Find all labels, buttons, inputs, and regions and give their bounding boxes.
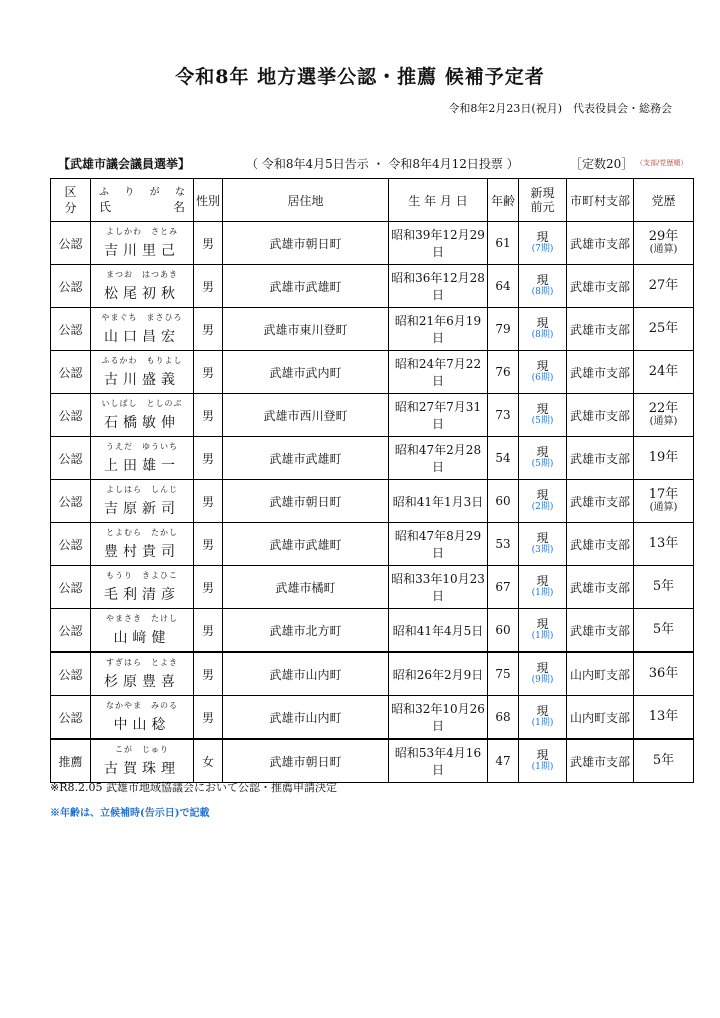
row-status-cell — [519, 609, 567, 653]
table-row — [51, 609, 694, 653]
row-name-cell — [91, 739, 194, 783]
header-address: 居住地 — [223, 179, 389, 222]
row-history: 24年 — [648, 364, 679, 379]
row-history-note: (通算) — [649, 502, 678, 513]
row-address: 武雄市朝日町 — [223, 480, 389, 523]
row-term: (1期) — [531, 762, 554, 772]
row-age: 61 — [488, 222, 519, 265]
row-name: 吉川里己 — [104, 243, 180, 259]
row-sex: 男 — [194, 652, 223, 696]
row-sex: 男 — [194, 351, 223, 394]
row-furigana: もうり きよひこ — [106, 571, 178, 580]
row-status: 現 — [536, 617, 549, 631]
row-furigana: まつお はつあき — [106, 270, 178, 279]
row-status: 現 — [536, 661, 549, 675]
age-note: ※年齢は、立候補時(告示日)で記載 — [50, 808, 210, 819]
row-name: 石橋敏伸 — [104, 415, 180, 431]
row-branch: 武雄市支部 — [567, 437, 634, 480]
row-term: (1期) — [531, 718, 554, 728]
meeting-subtitle: 令和8年2月23日(祝月) 代表役員会・総務会 — [448, 102, 672, 115]
row-kubun: 公認 — [51, 609, 91, 653]
row-branch: 武雄市支部 — [567, 351, 634, 394]
row-dob: 昭和33年10月23日 — [389, 566, 488, 609]
row-name-cell — [91, 265, 194, 308]
row-name: 山﨑健 — [113, 630, 171, 646]
row-status: 現 — [536, 488, 549, 502]
table-row — [51, 566, 694, 609]
row-status-cell — [519, 652, 567, 696]
row-history: 17年 — [648, 487, 679, 502]
table-row — [51, 222, 694, 265]
row-branch: 武雄市支部 — [567, 609, 634, 653]
row-branch: 武雄市支部 — [567, 308, 634, 351]
row-status-cell — [519, 566, 567, 609]
candidate-table — [50, 178, 694, 783]
row-address: 武雄市東川登町 — [223, 308, 389, 351]
row-kubun: 公認 — [51, 523, 91, 566]
row-address: 武雄市山内町 — [223, 696, 389, 740]
row-name: 中山稔 — [113, 717, 171, 733]
row-status-cell — [519, 696, 567, 740]
row-sex: 男 — [194, 437, 223, 480]
row-address: 武雄市朝日町 — [223, 222, 389, 265]
row-term: (1期) — [531, 631, 554, 641]
row-sex: 男 — [194, 523, 223, 566]
row-age: 54 — [488, 437, 519, 480]
row-branch: 武雄市支部 — [567, 394, 634, 437]
row-name-cell — [91, 696, 194, 740]
row-status: 現 — [536, 748, 549, 762]
header-age: 年齢 — [488, 179, 519, 222]
row-status-cell — [519, 265, 567, 308]
row-dob: 昭和41年4月5日 — [389, 609, 488, 653]
row-branch: 武雄市支部 — [567, 265, 634, 308]
row-furigana: ふるかわ もりよし — [101, 356, 183, 365]
row-kubun: 公認 — [51, 696, 91, 740]
row-dob: 昭和47年8月29日 — [389, 523, 488, 566]
row-sex: 男 — [194, 609, 223, 653]
row-age: 47 — [488, 739, 519, 783]
row-term: (1期) — [531, 588, 554, 598]
row-sex: 男 — [194, 394, 223, 437]
row-sex: 男 — [194, 696, 223, 740]
row-history-cell — [634, 437, 694, 480]
row-kubun: 公認 — [51, 652, 91, 696]
row-history: 27年 — [648, 278, 679, 293]
row-age: 73 — [488, 394, 519, 437]
row-age: 53 — [488, 523, 519, 566]
row-dob: 昭和24年7月22日 — [389, 351, 488, 394]
row-kubun: 公認 — [51, 566, 91, 609]
row-furigana: すぎはら とよき — [106, 658, 178, 667]
table-row — [51, 696, 694, 740]
row-furigana: うえだ ゆういち — [106, 442, 178, 451]
row-branch: 武雄市支部 — [567, 739, 634, 783]
row-name-cell — [91, 566, 194, 609]
table-header-row — [51, 179, 694, 222]
row-status: 現 — [536, 273, 549, 287]
row-age: 60 — [488, 609, 519, 653]
header-name-label: 氏 名 — [99, 200, 185, 214]
row-furigana: なかやま みのる — [106, 701, 178, 710]
row-history: 25年 — [648, 321, 679, 336]
row-name: 上田雄一 — [104, 458, 180, 474]
row-history-cell — [634, 394, 694, 437]
row-name: 松尾初秋 — [104, 286, 180, 302]
row-address: 武雄市西川登町 — [223, 394, 389, 437]
row-dob: 昭和21年6月19日 — [389, 308, 488, 351]
row-status: 現 — [536, 359, 549, 373]
row-branch: 山内町支部 — [567, 652, 634, 696]
row-status: 現 — [536, 704, 549, 718]
header-dob: 生 年 月 日 — [389, 179, 488, 222]
row-age: 67 — [488, 566, 519, 609]
row-name-cell — [91, 222, 194, 265]
row-status-cell — [519, 222, 567, 265]
row-term: (8期) — [531, 287, 554, 297]
row-furigana: とよむら たかし — [106, 528, 178, 537]
table-row — [51, 480, 694, 523]
row-status: 現 — [536, 230, 549, 244]
row-name: 吉原新司 — [104, 501, 180, 517]
row-history-note: (通算) — [649, 416, 678, 427]
row-history-cell — [634, 652, 694, 696]
election-name: 【武雄市議会議員選挙】 — [58, 157, 191, 171]
row-age: 79 — [488, 308, 519, 351]
quota-note: （支部/党歴順） — [636, 159, 688, 167]
row-history: 5年 — [652, 622, 675, 637]
row-status-cell — [519, 480, 567, 523]
row-name-cell — [91, 308, 194, 351]
row-history: 29年 — [648, 229, 679, 244]
row-age: 76 — [488, 351, 519, 394]
row-name-cell — [91, 394, 194, 437]
row-history: 36年 — [648, 666, 679, 681]
row-address: 武雄市橘町 — [223, 566, 389, 609]
row-sex: 男 — [194, 222, 223, 265]
row-furigana: よしかわ さとみ — [106, 227, 178, 236]
row-kubun: 推薦 — [51, 739, 91, 783]
row-name: 杉原豊喜 — [104, 674, 180, 690]
row-branch: 武雄市支部 — [567, 566, 634, 609]
row-status-cell — [519, 739, 567, 783]
row-sex: 女 — [194, 739, 223, 783]
row-dob: 昭和36年12月28日 — [389, 265, 488, 308]
row-name-cell — [91, 437, 194, 480]
row-branch: 武雄市支部 — [567, 480, 634, 523]
row-history-cell — [634, 696, 694, 740]
page-title: 令和8年 地方選挙公認・推薦 候補予定者 — [175, 66, 545, 88]
table-row — [51, 523, 694, 566]
row-age: 75 — [488, 652, 519, 696]
row-sex: 男 — [194, 308, 223, 351]
row-furigana: やまぐち まさひろ — [101, 313, 183, 322]
row-name: 毛利清彦 — [104, 587, 180, 603]
row-history-cell — [634, 523, 694, 566]
row-kubun: 公認 — [51, 308, 91, 351]
row-kubun: 公認 — [51, 351, 91, 394]
header-kubun: 区 分 — [51, 179, 91, 222]
row-address: 武雄市北方町 — [223, 609, 389, 653]
table-row — [51, 351, 694, 394]
row-branch: 武雄市支部 — [567, 222, 634, 265]
decision-note: ※R8.2.05 武雄市地域協議会において公認・推薦申請決定 — [50, 781, 337, 794]
row-dob: 昭和39年12月29日 — [389, 222, 488, 265]
row-status: 現 — [536, 531, 549, 545]
row-history-cell — [634, 351, 694, 394]
row-address: 武雄市武内町 — [223, 351, 389, 394]
header-branch: 市町村支部 — [567, 179, 634, 222]
row-history-cell — [634, 480, 694, 523]
election-dates: （ 令和8年4月5日告示 ・ 令和8年4月12日投票 ） — [246, 157, 519, 171]
row-history-cell — [634, 265, 694, 308]
row-kubun: 公認 — [51, 437, 91, 480]
header-sex: 性別 — [194, 179, 223, 222]
row-branch: 武雄市支部 — [567, 523, 634, 566]
row-term: (2期) — [531, 502, 554, 512]
seat-quota: ［定数20］ — [570, 157, 634, 171]
row-kubun: 公認 — [51, 394, 91, 437]
row-sex: 男 — [194, 480, 223, 523]
row-status-cell — [519, 523, 567, 566]
row-age: 64 — [488, 265, 519, 308]
row-status-cell — [519, 308, 567, 351]
row-status-cell — [519, 351, 567, 394]
table-row — [51, 394, 694, 437]
row-address: 武雄市武雄町 — [223, 523, 389, 566]
row-kubun: 公認 — [51, 480, 91, 523]
row-dob: 昭和32年10月26日 — [389, 696, 488, 740]
row-dob: 昭和26年2月9日 — [389, 652, 488, 696]
row-status: 現 — [536, 445, 549, 459]
table-row — [51, 652, 694, 696]
row-dob: 昭和53年4月16日 — [389, 739, 488, 783]
row-address: 武雄市武雄町 — [223, 265, 389, 308]
header-status: 新現前元 — [519, 179, 567, 222]
row-history: 13年 — [648, 536, 679, 551]
row-history: 19年 — [648, 450, 679, 465]
row-status-cell — [519, 394, 567, 437]
row-name: 古賀珠理 — [104, 761, 180, 777]
row-dob: 昭和41年1月3日 — [389, 480, 488, 523]
table-row — [51, 437, 694, 480]
row-kubun: 公認 — [51, 265, 91, 308]
row-history: 13年 — [648, 709, 679, 724]
row-history-note: (通算) — [649, 244, 678, 255]
row-term: (9期) — [531, 675, 554, 685]
row-term: (8期) — [531, 330, 554, 340]
row-history-cell — [634, 739, 694, 783]
row-address: 武雄市朝日町 — [223, 739, 389, 783]
row-history: 5年 — [652, 753, 675, 768]
row-kubun: 公認 — [51, 222, 91, 265]
row-sex: 男 — [194, 566, 223, 609]
row-age: 60 — [488, 480, 519, 523]
row-history: 22年 — [648, 401, 679, 416]
row-name-cell — [91, 351, 194, 394]
row-history-cell — [634, 222, 694, 265]
row-term: (3期) — [531, 545, 554, 555]
row-name-cell — [91, 652, 194, 696]
row-dob: 昭和47年2月28日 — [389, 437, 488, 480]
header-name — [91, 179, 194, 222]
row-status: 現 — [536, 316, 549, 330]
row-name-cell — [91, 523, 194, 566]
row-term: (6期) — [531, 373, 554, 383]
row-history: 5年 — [652, 579, 675, 594]
table-row — [51, 739, 694, 783]
row-history-cell — [634, 609, 694, 653]
row-name: 古川盛義 — [104, 372, 180, 388]
row-name-cell — [91, 480, 194, 523]
row-term: (5期) — [531, 416, 554, 426]
row-term: (5期) — [531, 459, 554, 469]
row-furigana: こが じゅり — [115, 745, 169, 754]
row-furigana: よしはら しんじ — [106, 485, 178, 494]
row-status: 現 — [536, 402, 549, 416]
row-history-cell — [634, 308, 694, 351]
row-furigana: やまさき たけし — [106, 614, 178, 623]
header-furigana: ふ り が な — [99, 187, 185, 198]
table-row — [51, 265, 694, 308]
row-branch: 山内町支部 — [567, 696, 634, 740]
row-term: (7期) — [531, 244, 554, 254]
row-address: 武雄市武雄町 — [223, 437, 389, 480]
row-name: 山口昌宏 — [104, 329, 180, 345]
row-dob: 昭和27年7月31日 — [389, 394, 488, 437]
row-address: 武雄市山内町 — [223, 652, 389, 696]
row-sex: 男 — [194, 265, 223, 308]
row-status: 現 — [536, 574, 549, 588]
table-row — [51, 308, 694, 351]
header-history: 党歴 — [634, 179, 694, 222]
row-history-cell — [634, 566, 694, 609]
row-status-cell — [519, 437, 567, 480]
row-name-cell — [91, 609, 194, 653]
row-age: 68 — [488, 696, 519, 740]
row-name: 豊村貴司 — [104, 544, 180, 560]
row-furigana: いしばし としのぶ — [101, 399, 183, 408]
